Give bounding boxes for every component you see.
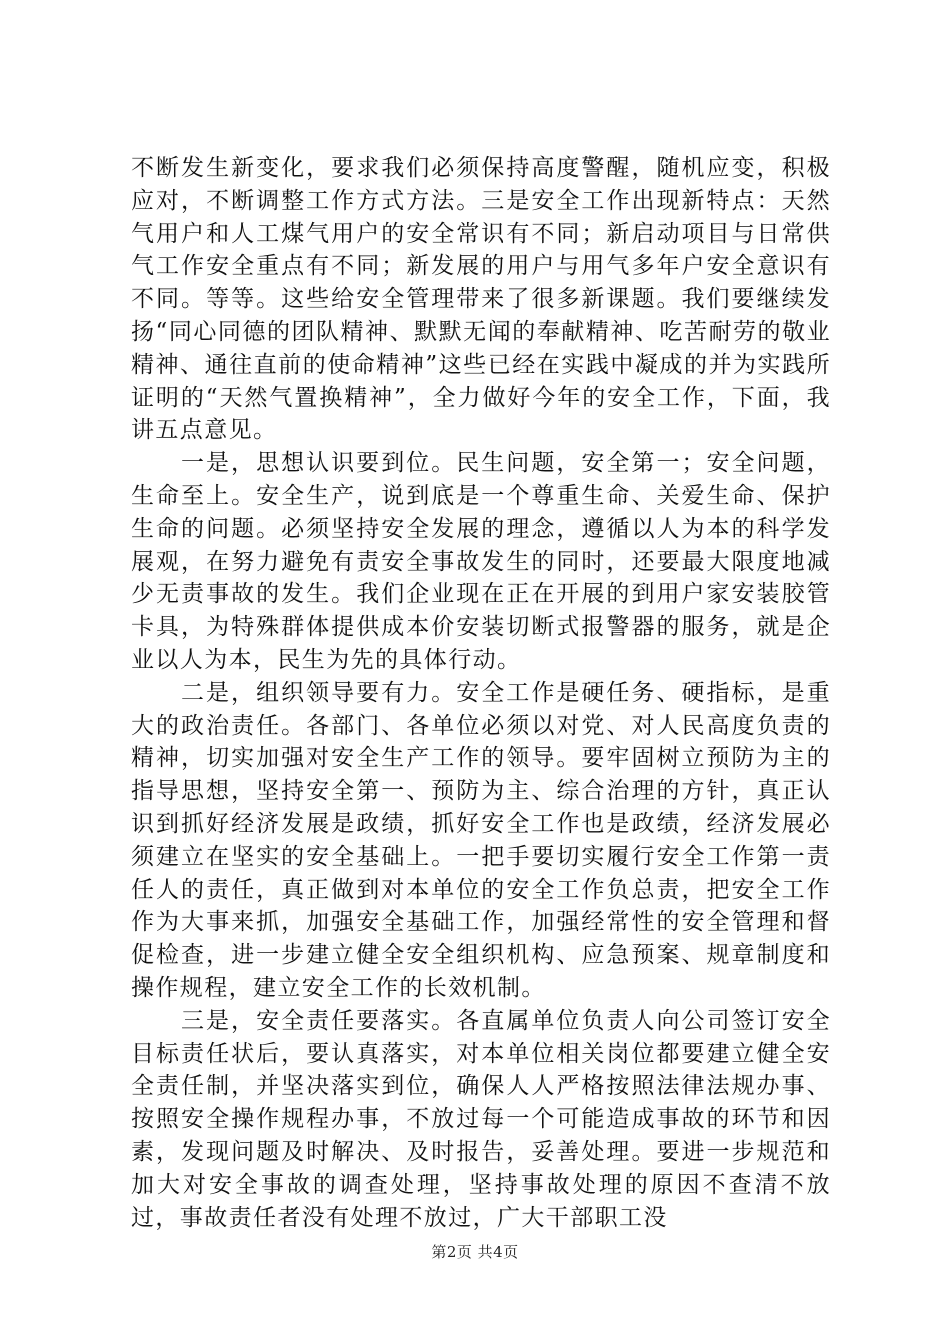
paragraph-point-one: 一是，思想认识要到位。民生问题，安全第一；安全问题，生命至上。安全生产，说到底是一个尊重生命、关爱生命、保护生命的问题。必须坚持安全发展的理念，遵循以人为本的科学发展观，在努力避免有责安全事故发生的同时，还要最大限度地减少无责事故的发生。我们企业现在正在开展的到用户家安装胶管卡具，为特殊群体提供成本价安装切断式报警器的服务，就是企业以人为本，民生为先的具体行动。 <box>131 450 831 673</box>
paragraph-point-two: 二是，组织领导要有力。安全工作是硬任务、硬指标，是重大的政治责任。各部门、各单位必须以对党、对人民高度负责的精神，切实加强对安全生产工作的领导。要牢固树立预防为主的指导思想，坚持安全第一、预防为主、综合治理的方针，真正认识到抓好经济发展是政绩，抓好安全工作也是政绩，经济发展必须建立在坚实的安全基础上。一把手要切实履行安全工作第一责任人的责任，真正做到对本单位的安全工作负总责，把安全工作作为大事来抓，加强安全基础工作，加强经常性的安全管理和督促检查，进一步建立健全安全组织机构、应急预案、规章制度和操作规程，建立安全工作的长效机制。 <box>131 679 831 1001</box>
paragraph-point-three: 三是，安全责任要落实。各直属单位负责人向公司签订安全目标责任状后，要认真落实，对本单位相关岗位都要建立健全安全责任制，并坚决落实到位，确保人人严格按照法律法规办事、按照安全操作规程办事，不放过每一个可能造成事故的环节和因素，发现问题及时解决、及时报告，妥善处理。要进一步规范和加大对安全事故的调查处理，坚持事故处理的原因不查清不放过，事故责任者没有处理不放过，广大干部职工没 <box>131 1007 831 1231</box>
paragraph-continuation: 不断发生新变化，要求我们必须保持高度警醒，随机应变，积极应对，不断调整工作方式方法。三是安全工作出现新特点：天然气用户和人工煤气用户的安全常识有不同；新启动项目与日常供气工作安全重点有不同；新发展的用户与用气多年户安全意识有不同。等等。这些给安全管理带来了很多新课题。我们要继续发扬“同心同德的团队精神、默默无闻的奉献精神、吃苦耐劳的敬业精神、通往直前的使命精神”这些已经在实践中凝成的并为实践所证明的“天然气置换精神”，全力做好今年的安全工作，下面，我讲五点意见。 <box>131 155 831 444</box>
document-body <box>131 152 831 1234</box>
page-number-footer: 第2页 共4页 <box>431 1243 519 1261</box>
